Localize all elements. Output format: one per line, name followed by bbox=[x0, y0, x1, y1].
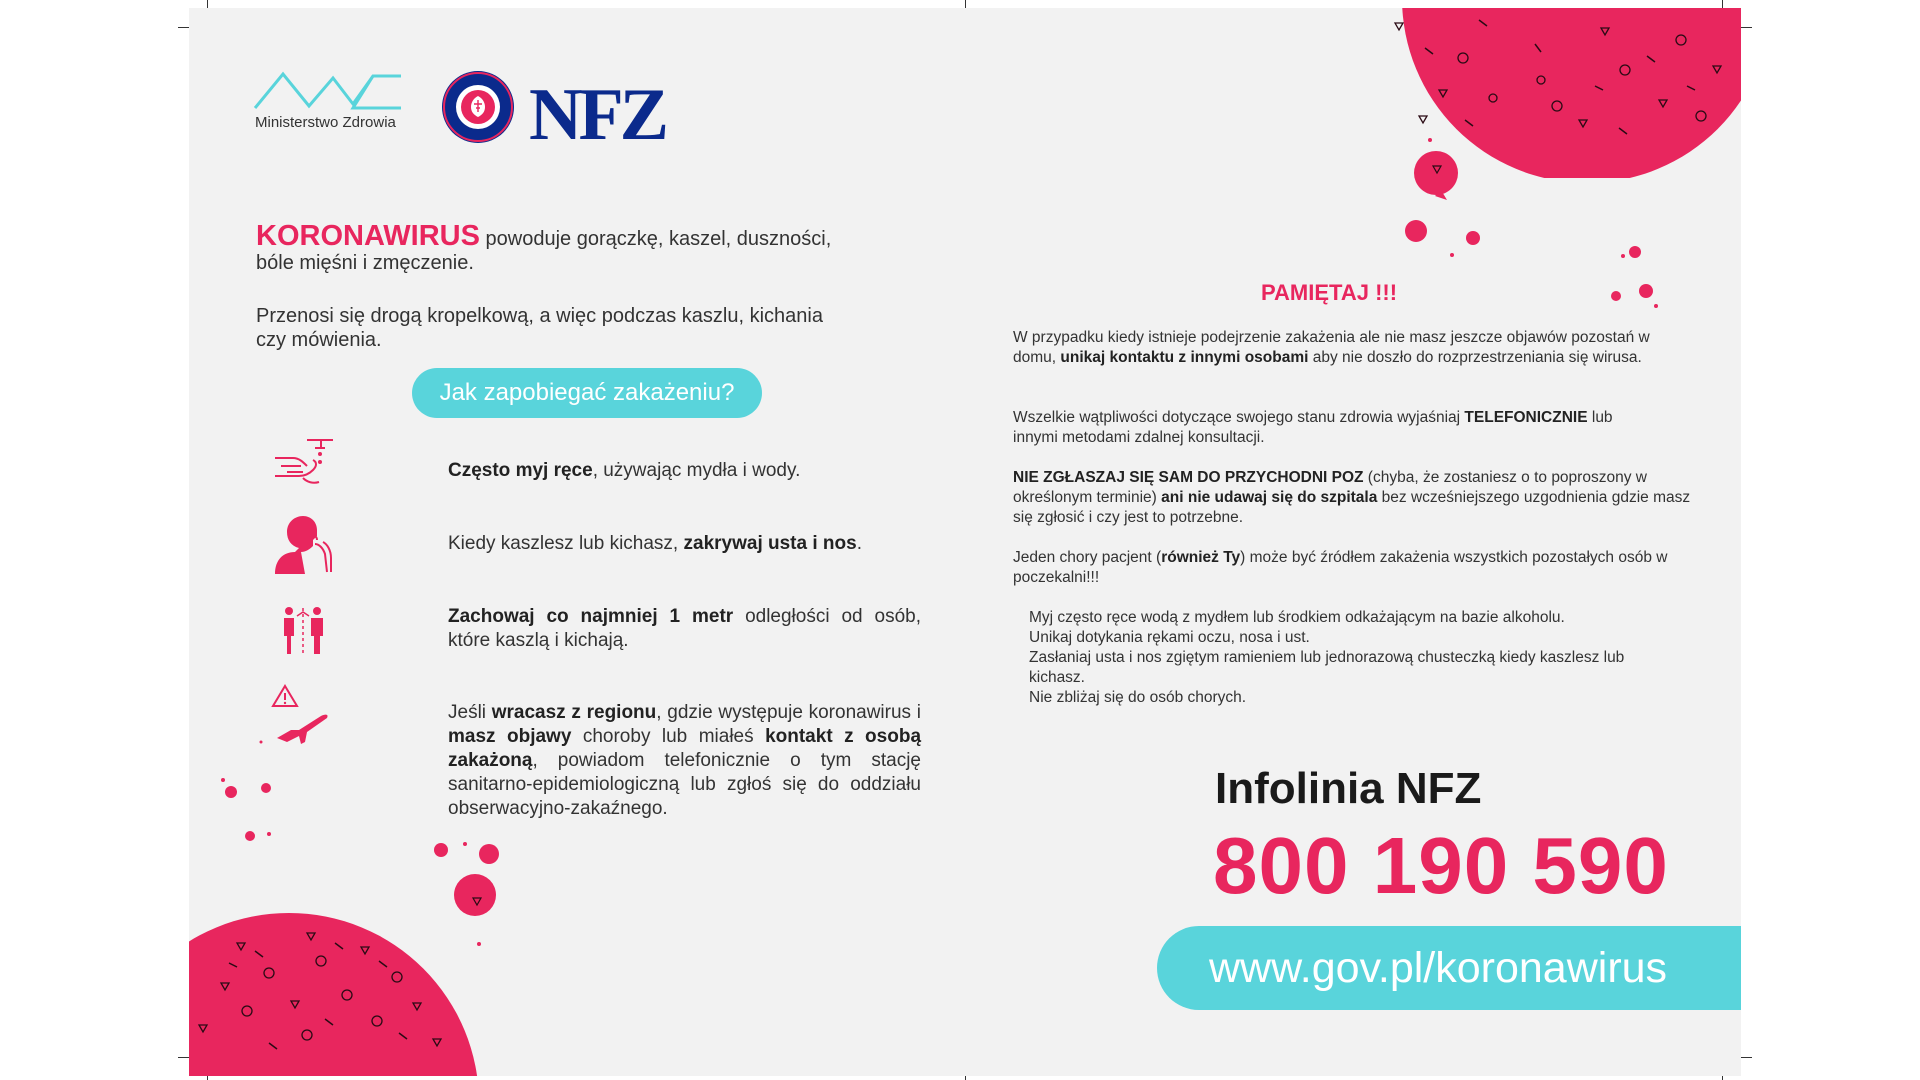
cough-icon bbox=[271, 514, 335, 576]
nfz-logo: NFZ bbox=[529, 74, 665, 156]
paragraph-waiting-room: Jeden chory pacjent (również Ty) może być źródłem zakażenia wszystkich pozostałych osób w poczekalni!!! bbox=[1013, 549, 1668, 586]
sanepid-emblem-icon bbox=[441, 70, 515, 144]
paragraph-do-not-visit: NIE ZGŁASZAJ SIĘ SAM DO PRZYCHODNI POZ (chyba, że zostaniesz o to poproszony w określonym terminie) ani nie udawaj się do szpitala bez wcześniejszego uzgodnienia gdzie masz się zgłosić i czy jest to potrzebne. bbox=[1013, 469, 1691, 526]
mz-mark-icon bbox=[253, 70, 405, 112]
tip-returning-travellers: Jeśli wracasz z regionu, gdzie występuje koronawirus i masz objawy choroby lub miałeś kontakt z osobą zakażoną, powiadom telefonicznie o tym stację sanitarno-epidemiologiczną lub zgłoś się do oddziału obserwacyjno-zakaźnego. bbox=[448, 702, 922, 819]
infolinia-heading: Infolinia NFZ bbox=[1215, 764, 1482, 813]
prevention-button[interactable]: Jak zapobiegać zakażeniu? bbox=[412, 368, 762, 418]
tip-cover-mouth: Kiedy kaszlesz lub kichasz, zakrywaj usta i nos. bbox=[448, 533, 862, 554]
remember-heading: PAMIĘTAJ !!! bbox=[1261, 280, 1398, 305]
distance-icon bbox=[281, 606, 327, 656]
website-link[interactable]: www.gov.pl/koronawirus bbox=[1157, 926, 1741, 1010]
decorative-dots-right bbox=[1379, 128, 1679, 318]
hygiene-tips-list bbox=[1029, 608, 1669, 708]
decorative-dots-bottom bbox=[429, 838, 519, 958]
list-item: Nie zbliżaj się do osób chorych. bbox=[1029, 689, 1247, 706]
handwash-icon bbox=[273, 436, 339, 492]
transmission-text: Przenosi się drogą kropelkową, a więc podczas kaszlu, kichania czy mówienia. bbox=[256, 305, 823, 351]
tip-handwashing: Często myj ręce, używając mydła i wody. bbox=[448, 460, 801, 481]
intro-text: KORONAWIRUS powoduje gorączkę, kaszel, duszności, bóle mięśni i zmęczenie. bbox=[256, 220, 832, 274]
paragraph-stay-home: W przypadku kiedy istnieje podejrzenie zakażenia ale nie masz jeszcze objawów pozostań w domu, unikaj kontaktu z innymi osobami aby nie doszło do rozprzestrzeniania się wirusa. bbox=[1013, 329, 1650, 366]
tip-keep-distance: Zachowaj co najmniej 1 metr odległości od osób, które kaszlą i kichają. bbox=[448, 606, 921, 651]
travel-warning-icon bbox=[257, 684, 337, 746]
list-item: Myj często ręce wodą z mydłem lub środkiem odkażającym na bazie alkoholu. bbox=[1029, 609, 1565, 626]
list-item: Unikaj dotykania rękami oczu, nosa i ust. bbox=[1029, 629, 1310, 646]
ministerstwo-zdrowia-logo bbox=[253, 70, 413, 130]
decorative-dots-left bbox=[209, 778, 279, 858]
leaflet-spread bbox=[189, 8, 1741, 1076]
list-item: Zasłaniaj usta i nos zgiętym ramieniem lub jednorazową chusteczką kiedy kaszlesz lub kichasz. bbox=[1029, 649, 1625, 686]
helpline-number[interactable]: 800 190 590 bbox=[1213, 821, 1669, 910]
paragraph-phone-consultation: Wszelkie wątpliwości dotyczące swojego stanu zdrowia wyjaśniaj TELEFONICZNIE lub innymi metodami zdalnej konsultacji. bbox=[1013, 409, 1613, 446]
ministerstwo-zdrowia-name: Ministerstwo Zdrowia bbox=[255, 114, 396, 131]
sanepid-logo bbox=[441, 70, 515, 144]
koronawirus-highlight: KORONAWIRUS bbox=[256, 220, 480, 252]
